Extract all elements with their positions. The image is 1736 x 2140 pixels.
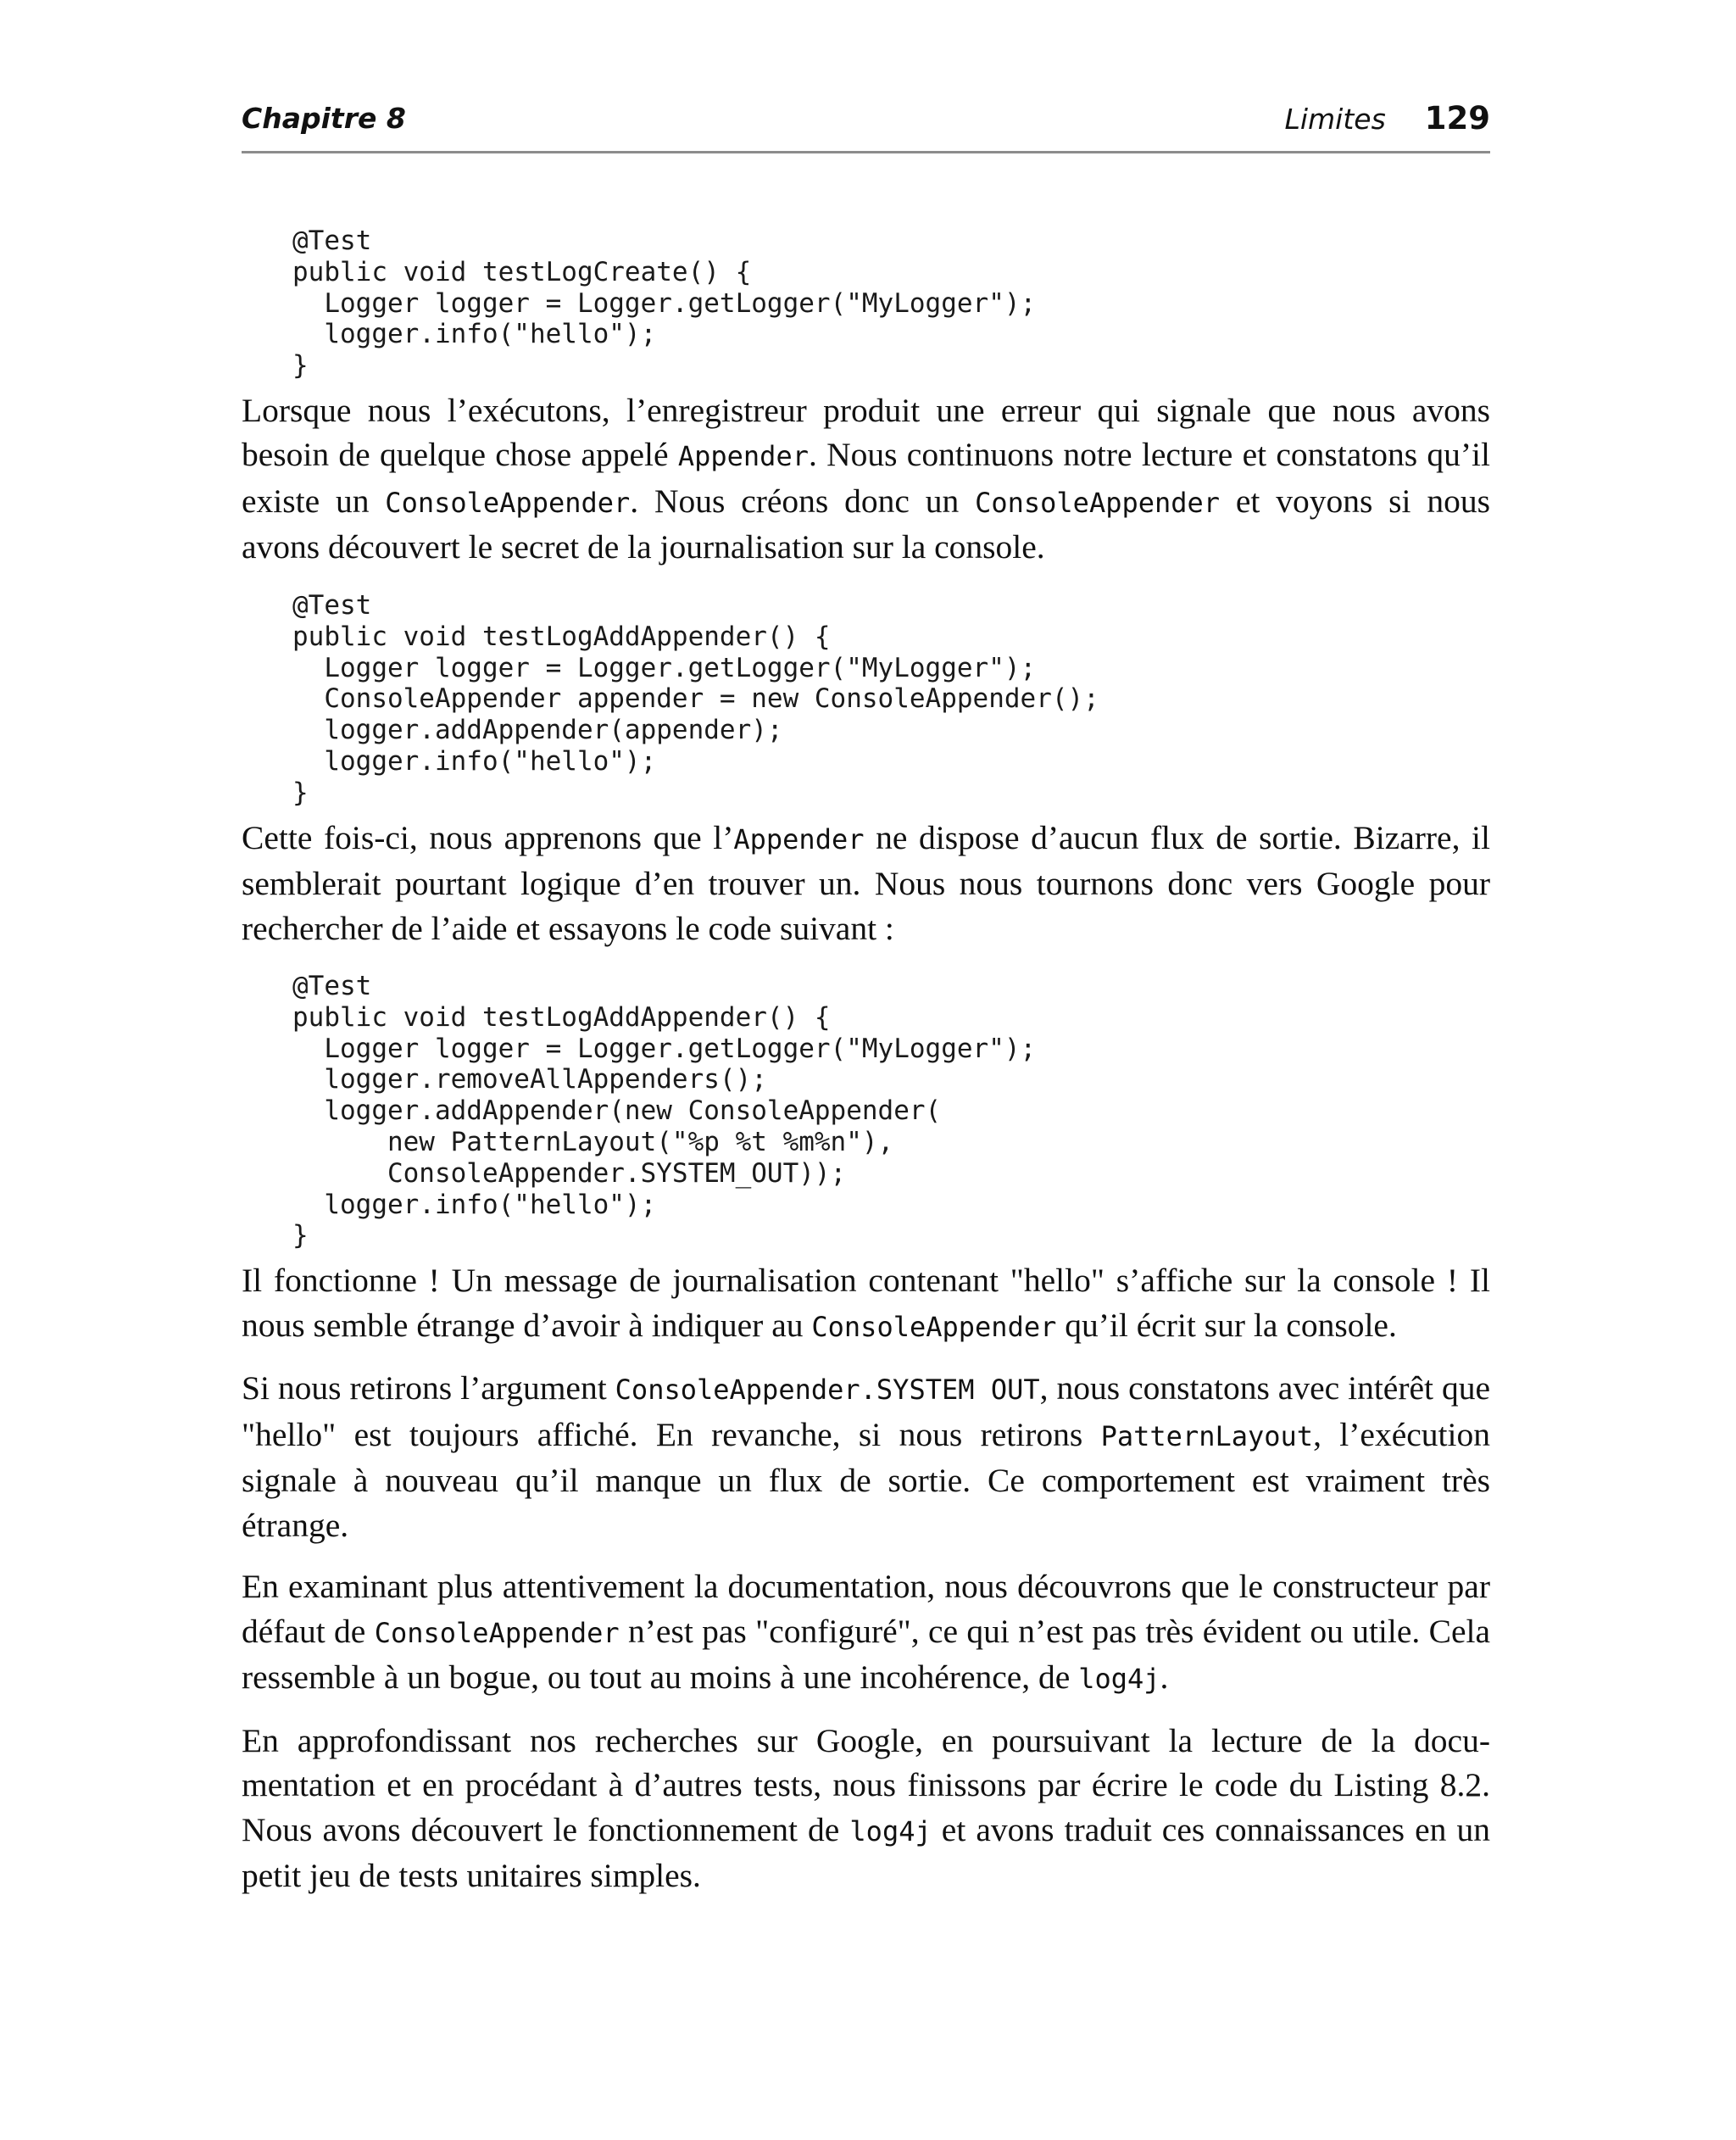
inline-code: ConsoleAppender bbox=[811, 1310, 1057, 1343]
page-body bbox=[242, 226, 1490, 1898]
text: et voyons si nous avons découvert le secret de la journalisation sur la console. bbox=[242, 482, 1490, 566]
paragraph-no-output-stream bbox=[242, 816, 1490, 951]
code-block-pattern-layout: @Test public void testLogAddAppender() { Logger logger = Logger.getLogger("MyLogger"); logger.removeAllAppenders(); logger.addAppender(new ConsoleAppender( new PatternLayout("%p %t %m%n"), ConsoleAppender.SYSTEM_OUT)); logger.info("hello"); } bbox=[292, 971, 1037, 1251]
inline-code: ConsoleAppender bbox=[374, 1616, 620, 1649]
chapter-label: Chapitre 8 bbox=[242, 102, 406, 135]
inline-code: Appender bbox=[733, 822, 865, 855]
code-block-add-appender: @Test public void testLogAddAppender() { Logger logger = Logger.getLogger("MyLogger"); ConsoleAppender appender = new ConsoleAppender(); logger.addAppender(appender); logger.info("hello"); } bbox=[292, 589, 1099, 808]
text: ne dispose d’aucun flux de sortie. Bizarre, il semblerait pourtant logique d’en trouver un. Nous nous tournons donc vers Google pour rechercher de l’aide et essayons le code suivant : bbox=[242, 818, 1491, 947]
inline-code: PatternLayout bbox=[1100, 1419, 1314, 1452]
text: , l’exécution signale à nouveau qu’il manque un flux de sortie. Ce comportement est vraiment très étrange. bbox=[242, 1415, 1490, 1544]
text: . Nous continuons notre lecture et constatons qu’il existe un bbox=[242, 436, 1490, 520]
page-number: 129 bbox=[1424, 100, 1490, 137]
text: n’est pas "configuré", ce qui n’est pas très évident ou utile. Cela ressemble à un bogue, ou tout au moins à une incohérence, de bbox=[242, 1612, 1491, 1697]
paragraph-listing-reference bbox=[242, 1719, 1490, 1898]
section-title: Limites bbox=[1284, 103, 1386, 136]
text: qu’il écrit sur la console. bbox=[1056, 1306, 1397, 1344]
paragraph-it-works bbox=[242, 1258, 1490, 1349]
paragraph-appender-error bbox=[242, 388, 1490, 570]
paragraph-documentation bbox=[242, 1564, 1490, 1702]
page-header bbox=[242, 100, 1490, 151]
header-right bbox=[1284, 100, 1490, 137]
header-divider bbox=[242, 151, 1490, 153]
inline-code: ConsoleAppender bbox=[385, 486, 631, 519]
text: En examinant plus attentivement la documentation, nous découvrons que le constructeur par défaut de bbox=[242, 1568, 1490, 1650]
inline-code: ConsoleAppender.SYSTEM OUT bbox=[615, 1374, 1040, 1407]
text: . bbox=[1160, 1658, 1169, 1697]
text: Si nous retirons l’argument bbox=[242, 1369, 615, 1407]
text: Lorsque nous l’exécutons, l’enregistreur produit une erreur qui signale que nous avons besoin de quelque chose appelé bbox=[242, 391, 1490, 474]
inline-code: Appender bbox=[677, 440, 809, 473]
text: Cette fois-ci, nous apprenons que l’ bbox=[242, 818, 734, 856]
text: et avons traduit ces connaissances en un petit jeu de tests unitaires simples. bbox=[242, 1810, 1490, 1895]
inline-code: log4j bbox=[1078, 1663, 1160, 1696]
inline-code: log4j bbox=[849, 1814, 932, 1847]
text: , nous constatons avec intérêt que "hello" est toujours affiché. En revanche, si nous retirons bbox=[242, 1369, 1490, 1453]
paragraph-remove-argument bbox=[242, 1366, 1490, 1547]
code-block-log-create: @Test public void testLogCreate() { Logger logger = Logger.getLogger("MyLogger"); logger.info("hello"); } bbox=[292, 226, 1037, 382]
text: . Nous créons donc un bbox=[630, 482, 976, 520]
text: En approfondissant nos recherches sur Google, en poursuivant la lecture de la documentation et en procédant à d’autres tests, nous finissons par écrire le code du Listing 8.2. Nous avons découvert le fonctionnement de bbox=[242, 1721, 1490, 1848]
inline-code: ConsoleAppender bbox=[975, 486, 1221, 519]
text: Il fonctionne ! Un message de journalisation contenant "hello" s’affiche sur la console ! Il nous semble étrange d’avoir à indiquer au bbox=[242, 1262, 1490, 1344]
